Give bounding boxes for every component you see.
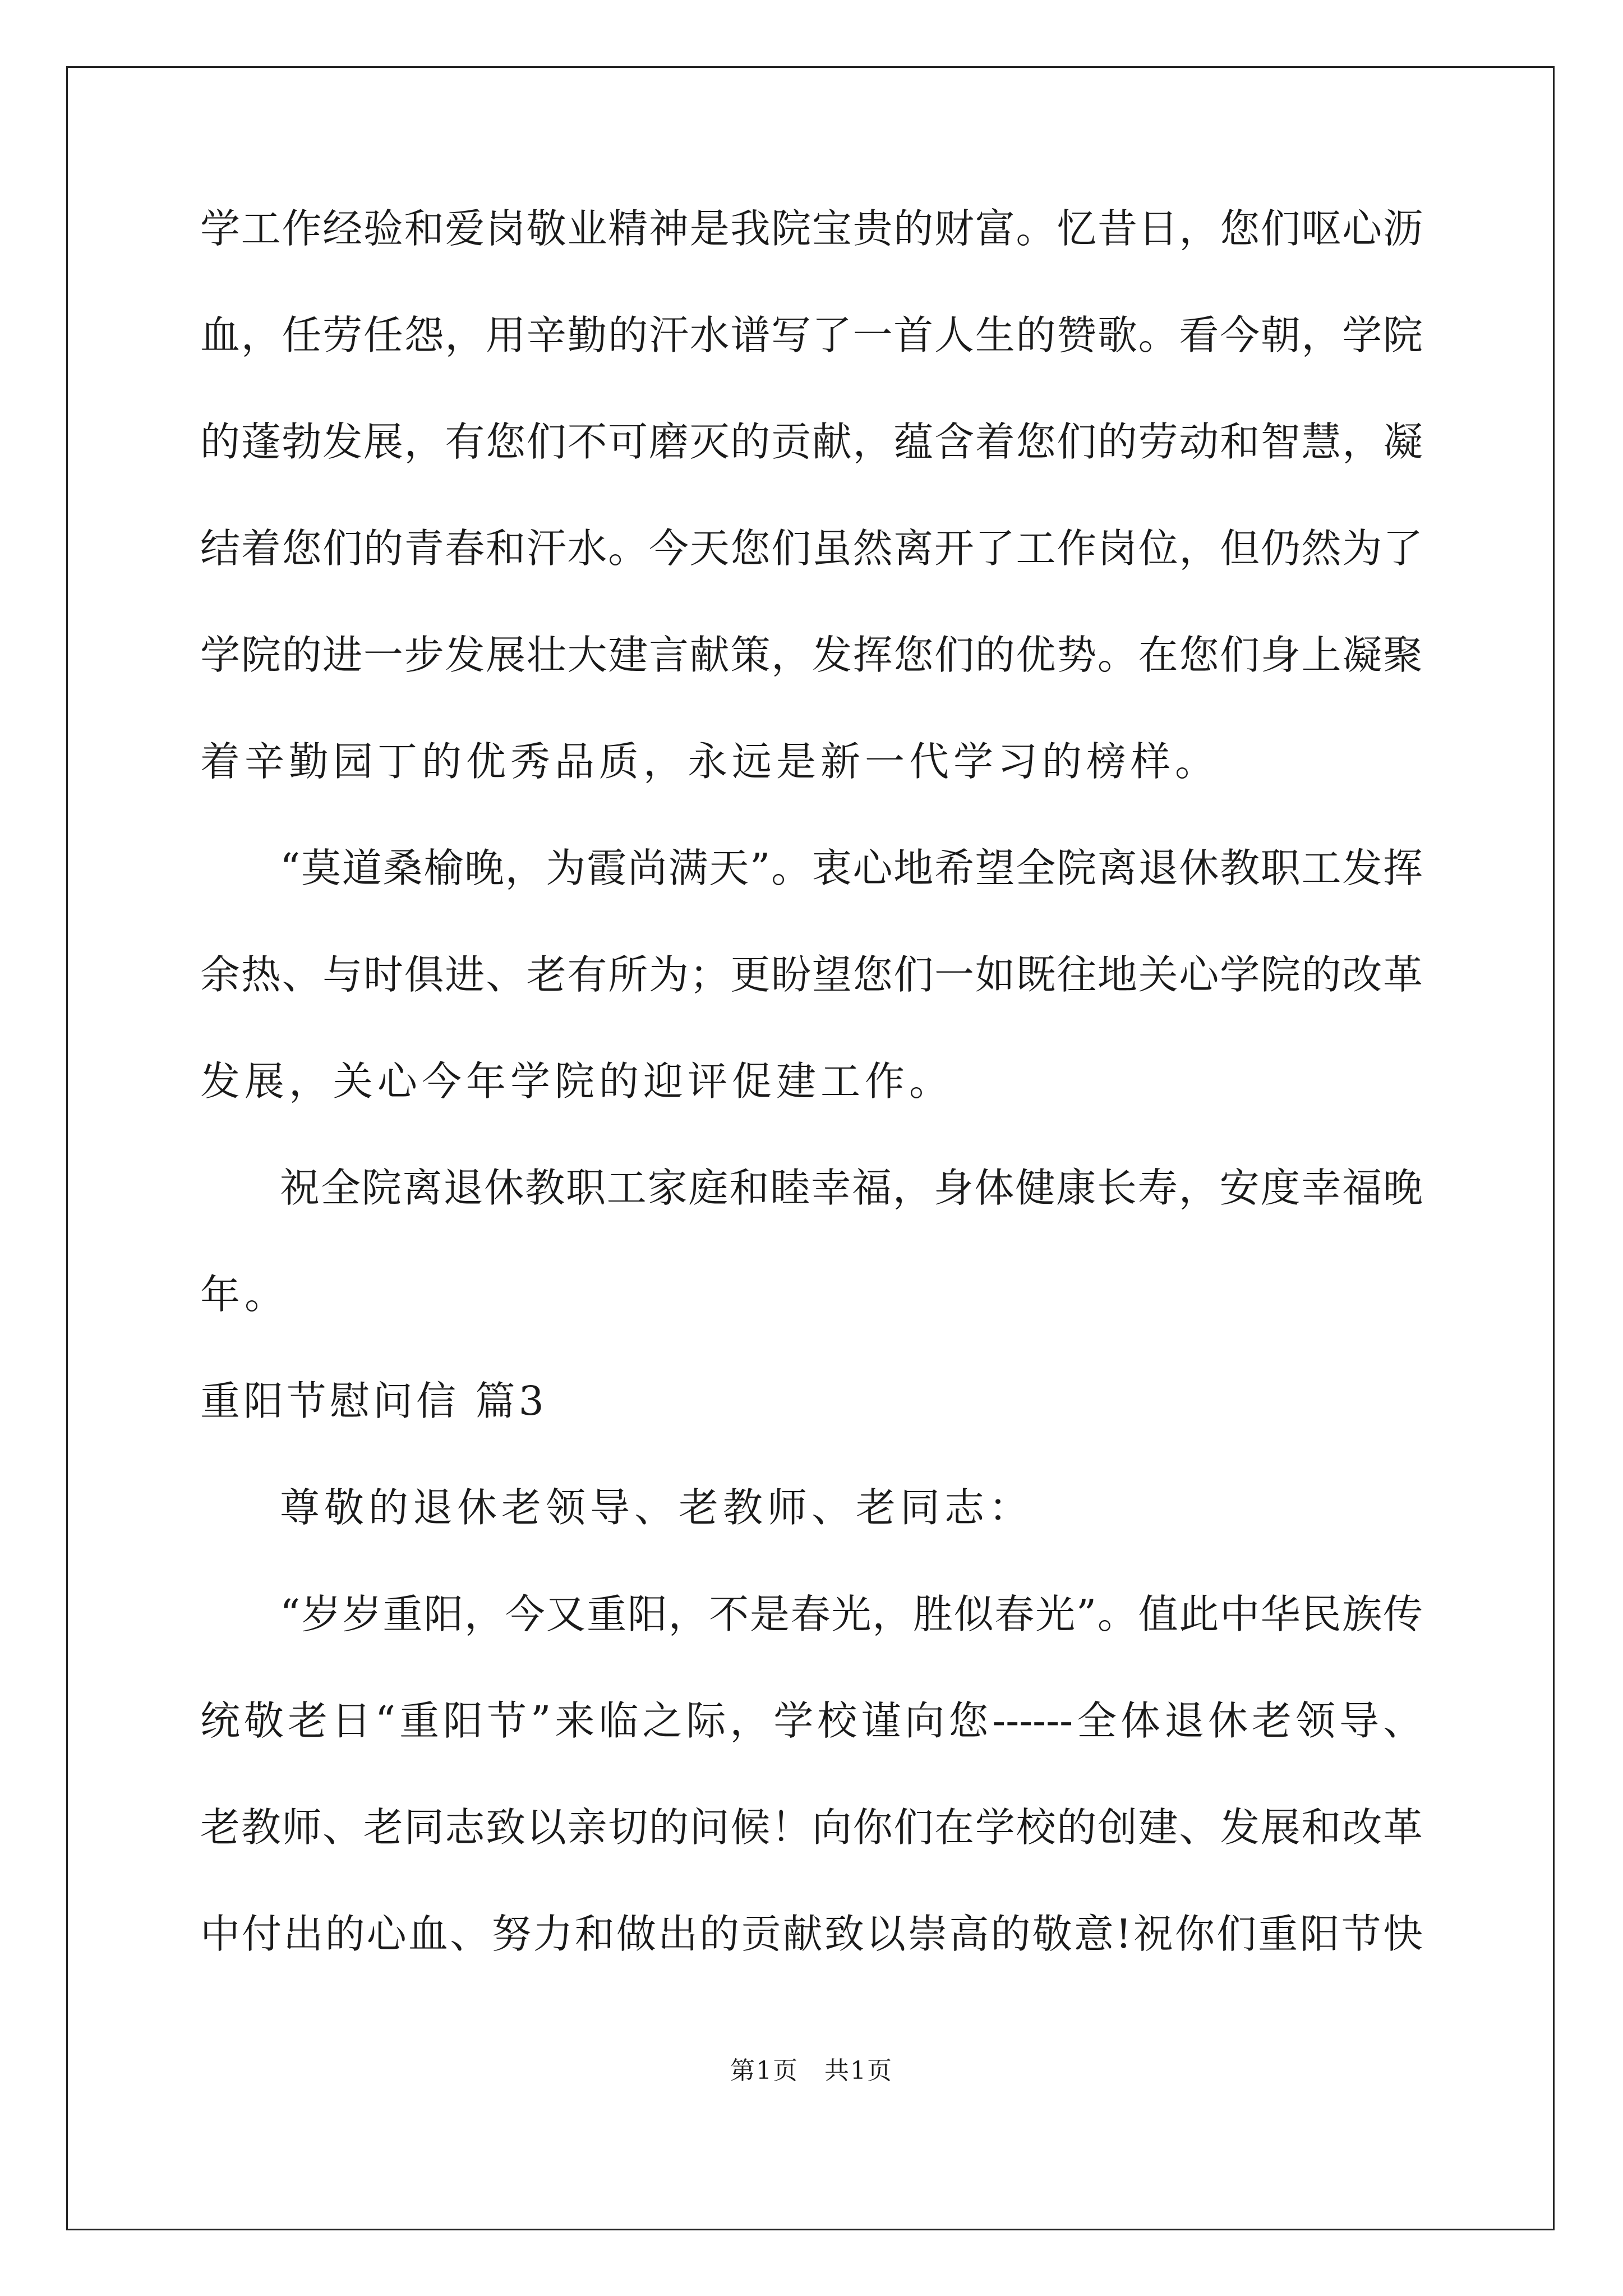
paragraph-line: 老教师、老同志致以亲切的问候！向你们在学校的创建、发展和改革 <box>200 1804 1423 1851</box>
paragraph-line: 余热、与时俱进、老有所为；更盼望您们一如既往地关心学院的改革 <box>200 951 1423 998</box>
paragraph-line: “莫道桑榆晚，为霞尚满天”。衷心地希望全院离退休教职工发挥 <box>280 845 1423 891</box>
paragraph-line: 结着您们的青春和汗水。今天您们虽然离开了工作岗位，但仍然为了 <box>200 525 1423 572</box>
paragraph-line: “岁岁重阳，今又重阳，不是春光，胜似春光”。值此中华民族传 <box>280 1591 1423 1637</box>
paragraph-line: 的蓬勃发展，有您们不可磨灭的贡献，蕴含着您们的劳动和智慧，凝 <box>200 418 1423 465</box>
paragraph-line: 着辛勤园丁的优秀品质，永远是新一代学习的榜样。 <box>200 738 1220 785</box>
paragraph-line: 学院的进一步发展壮大建言献策，发挥您们的优势。在您们身上凝聚 <box>200 632 1423 678</box>
paragraph-line: 统敬老日“重阳节”来临之际，学校谨向您------全体退休老领导、 <box>200 1697 1423 1744</box>
paragraph-line: 血，任劳任怨，用辛勤的汗水谱写了一首人生的赞歌。看今朝，学院 <box>200 312 1423 358</box>
page-number-footer: 第1页 共1页 <box>730 2056 893 2085</box>
salutation: 尊敬的退休老领导、老教师、老同志： <box>280 1484 1034 1531</box>
paragraph-line: 发展，关心今年学院的迎评促建工作。 <box>200 1058 954 1105</box>
paragraph-line: 学工作经验和爱岗敬业精神是我院宝贵的财富。忆昔日，您们呕心沥 <box>200 205 1423 252</box>
paragraph-line: 年。 <box>200 1271 289 1318</box>
document-body <box>200 202 1423 2014</box>
section-heading: 重阳节慰问信 篇3 <box>200 1378 547 1424</box>
paragraph-line: 祝全院离退休教职工家庭和睦幸福，身体健康长寿，安度幸福晚 <box>280 1165 1423 1211</box>
paragraph-line: 中付出的心血、努力和做出的贡献致以崇高的敬意!祝你们重阳节快 <box>200 1911 1423 1957</box>
